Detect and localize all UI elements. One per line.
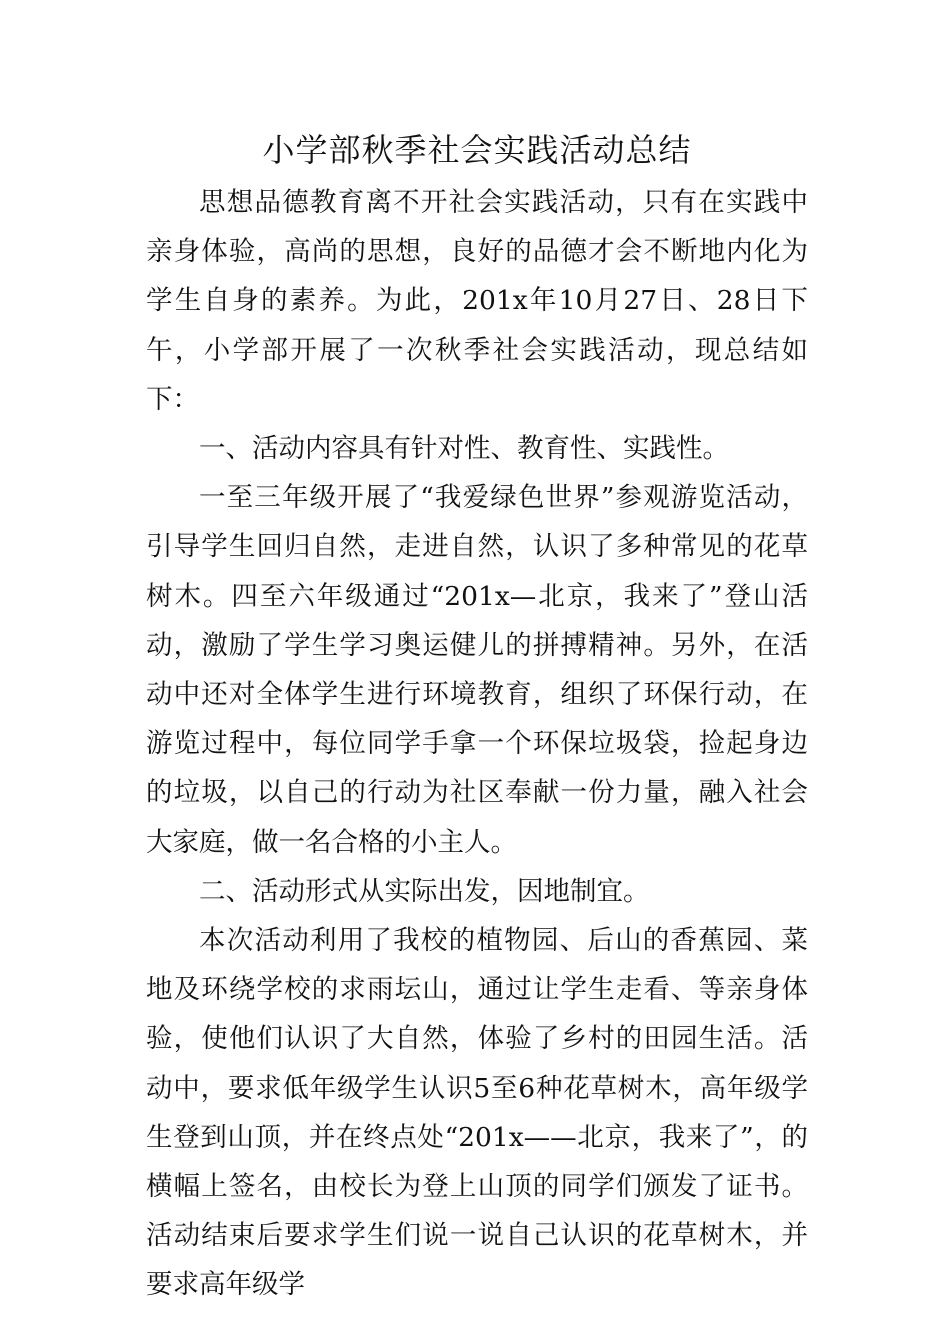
document-page bbox=[146, 128, 808, 1310]
paragraph-section-1: 一至三年级开展了“我爱绿色世界”参观游览活动，引导学生回归自然，走进自然，认识了多种常见的花草树木。四至六年级通过“201x—北京，我来了”登山活动，激励了学生学习奥运健儿的拼搏精神。另外，在活动中还对全体学生进行环境教育，组织了环保行动，在游览过程中，每位同学手拿一个环保垃圾袋，捡起身边的垃圾，以自己的行动为社区奉献一份力量，融入社会大家庭，做一名合格的小主人。 bbox=[146, 482, 808, 858]
section-heading-2: 二、活动形式从实际出发，因地制宜。 bbox=[199, 875, 650, 907]
paragraph-intro: 思想品德教育离不开社会实践活动，只有在实践中亲身体验，高尚的思想，良好的品德才会不断地内化为学生自身的素养。为此，201x年10月27日、28日下午，小学部开展了一次秋季社会实践活动，现总结如下： bbox=[146, 187, 808, 415]
section-heading-1: 一、活动内容具有针对性、教育性、实践性。 bbox=[199, 433, 729, 465]
paragraph-section-2: 本次活动利用了我校的植物园、后山的香蕉园、菜地及环绕学校的求雨坛山，通过让学生走看、等亲身体验，使他们认识了大自然，体验了乡村的田园生活。活动中，要求低年级学生认识5至6种花草树木，高年级学生登到山顶，并在终点处“201x——北京，我来了”，的横幅上签名，由校长为登上山顶的同学们颁发了证书。活动结束后要求学生们说一说自己认识的花草树木，并要求高年级学 bbox=[146, 925, 808, 1301]
document-title: 小学部秋季社会实践活动总结 bbox=[262, 131, 692, 169]
